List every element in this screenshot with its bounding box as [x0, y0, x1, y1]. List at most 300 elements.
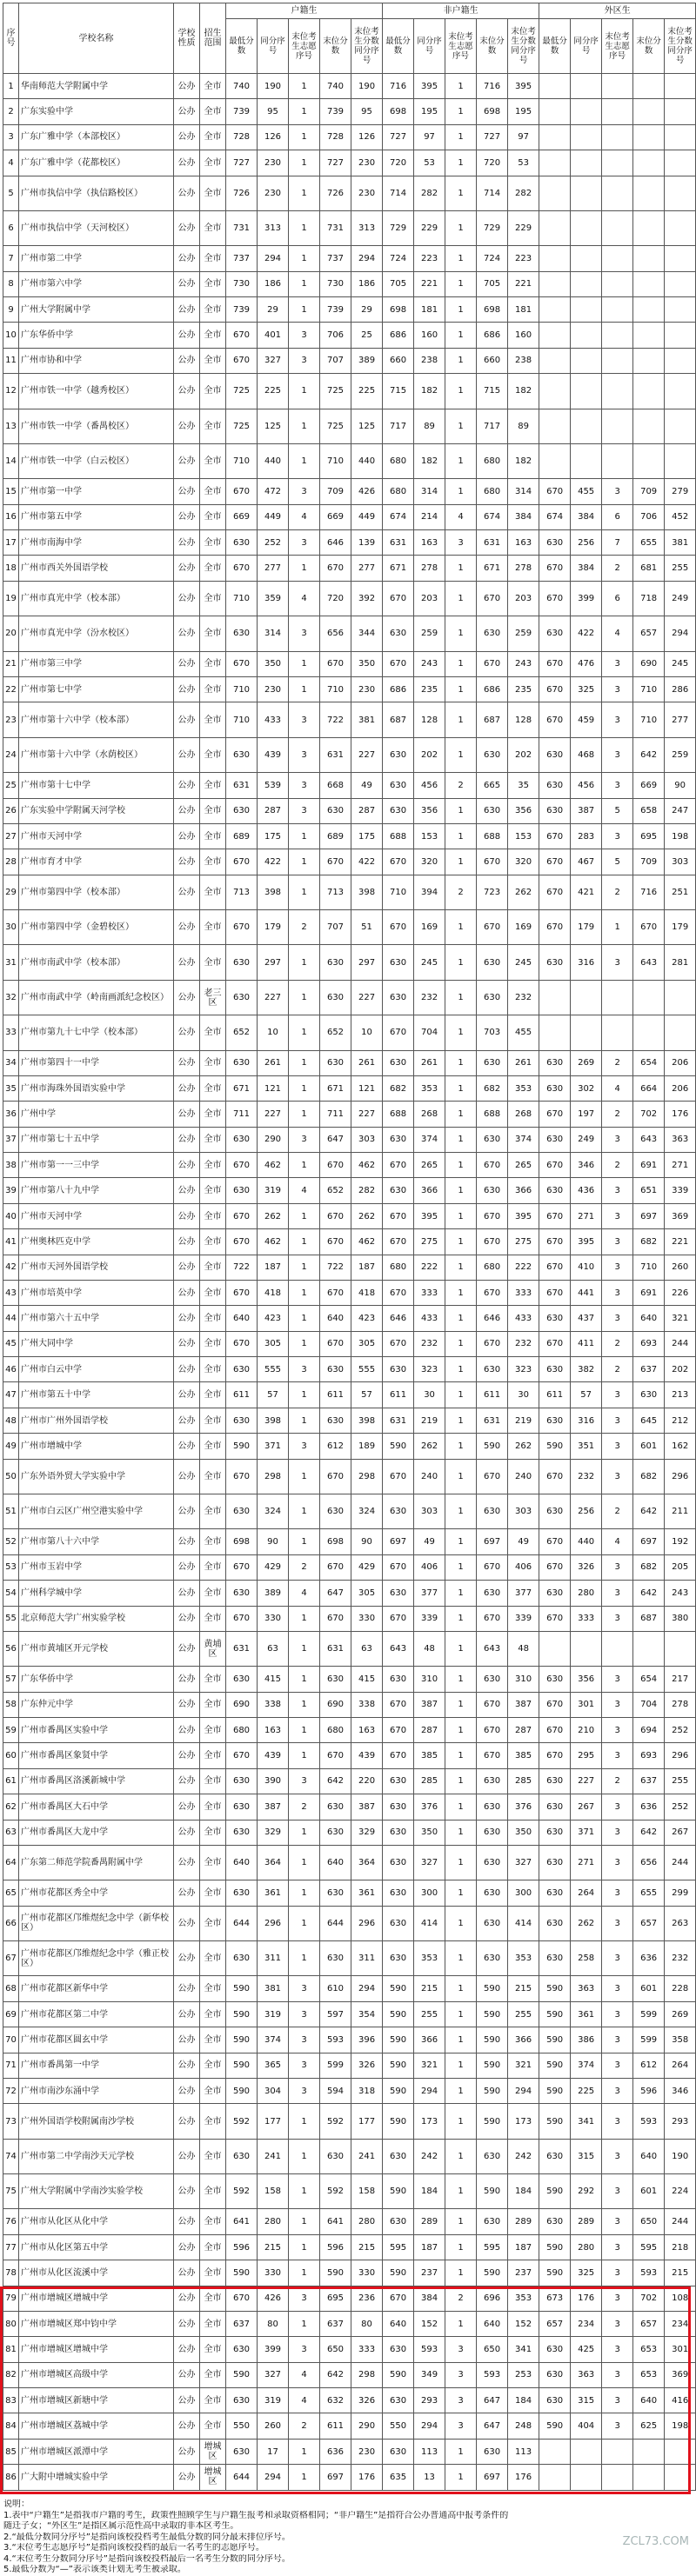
row-value: 1	[445, 1229, 477, 1255]
table-row	[3, 1529, 696, 1554]
row-value: 1	[289, 2139, 320, 2173]
row-value: 680	[383, 443, 414, 478]
row-value: 670	[383, 581, 414, 616]
row-nature: 公办	[174, 702, 200, 737]
row-value: 225	[351, 374, 383, 409]
row-scope: 全市	[200, 2362, 226, 2387]
row-value: 235	[414, 676, 445, 702]
row-value: 433	[508, 1306, 539, 1331]
row-value: 3	[445, 2388, 477, 2413]
row-value: 1	[445, 676, 477, 702]
row-value: 656	[633, 1845, 665, 1880]
row-value: 350	[258, 651, 289, 676]
row-scope: 全市	[200, 1459, 226, 1494]
row-value: 404	[571, 2413, 602, 2439]
row-value: 722	[226, 1255, 258, 1280]
row-value: 611	[226, 1382, 258, 1408]
row-value: 300	[508, 1880, 539, 1906]
row-value: 635	[383, 2465, 414, 2490]
header-group-wq: 外区生	[539, 3, 696, 19]
row-value: 3	[602, 1743, 633, 1768]
row-value: 710	[320, 676, 351, 702]
row-value: 422	[571, 616, 602, 651]
row-value: 631	[226, 773, 258, 798]
row-school-name: 广州市番禺第一中学	[19, 2053, 174, 2078]
row-value: 280	[258, 2209, 289, 2234]
row-value: 221	[665, 1229, 696, 1255]
row-value: 316	[571, 1408, 602, 1433]
row-value: 1	[289, 374, 320, 409]
row-school-name: 广州市执信中学（天河校区）	[19, 210, 174, 245]
row-school-name: 广州市第四中学（校本部）	[19, 875, 174, 909]
row-value: 1	[289, 271, 320, 296]
row-seq: 3	[3, 124, 19, 150]
row-value	[633, 271, 665, 296]
row-scope: 全市	[200, 2174, 226, 2209]
row-value: 263	[665, 1906, 696, 1940]
row-value: 1	[289, 1382, 320, 1408]
row-value: 384	[571, 504, 602, 529]
row-value: 13	[414, 2465, 445, 2490]
row-school-name: 广州市真光中学（汾水校区）	[19, 616, 174, 651]
row-scope: 全市	[200, 1976, 226, 2001]
row-value: 670	[383, 1203, 414, 1228]
row-value: 670	[539, 823, 571, 849]
row-value: 237	[414, 2260, 445, 2286]
row-scope: 全市	[200, 150, 226, 176]
row-value	[602, 443, 633, 478]
row-value: 380	[665, 1606, 696, 1631]
row-seq: 14	[3, 443, 19, 478]
row-value: 361	[571, 2001, 602, 2027]
row-value	[665, 374, 696, 409]
row-value: 670	[226, 910, 258, 945]
row-value: 731	[226, 210, 258, 245]
row-value: 697	[633, 1203, 665, 1228]
row-value: 1	[445, 1153, 477, 1178]
row-value: 1	[445, 1845, 477, 1880]
row-value: 590	[477, 2174, 508, 2209]
row-value: 4	[602, 1075, 633, 1101]
row-value: 330	[258, 2260, 289, 2286]
row-value: 385	[508, 1743, 539, 1768]
row-value: 590	[226, 2260, 258, 2286]
row-value	[539, 124, 571, 150]
row-value	[539, 1631, 571, 1666]
row-value: 630	[477, 1768, 508, 1794]
row-value: 421	[571, 875, 602, 909]
row-nature: 公办	[174, 246, 200, 271]
row-school-name: 广州市番禺区实验中学	[19, 1718, 174, 1743]
row-value: 215	[665, 2260, 696, 2286]
row-value: 725	[226, 374, 258, 409]
row-scope: 全市	[200, 1880, 226, 1906]
row-value: 1	[445, 2439, 477, 2464]
table-row	[3, 2413, 696, 2439]
row-value: 326	[571, 1554, 602, 1580]
row-value: 294	[665, 616, 696, 651]
row-value: 1	[445, 1127, 477, 1152]
row-value: 339	[414, 1606, 445, 1631]
row-value	[665, 2439, 696, 2464]
row-value: 30	[508, 1382, 539, 1408]
row-value: 49	[508, 1529, 539, 1554]
row-nature: 公办	[174, 1255, 200, 1280]
table-row	[3, 1434, 696, 1459]
row-value: 190	[665, 2139, 696, 2173]
row-school-name: 广州市花都区新华中学	[19, 1976, 174, 2001]
row-value: 612	[320, 1434, 351, 1459]
row-value: 550	[226, 2413, 258, 2439]
row-value: 395	[571, 1229, 602, 1255]
notes-title: 说明：	[3, 2499, 30, 2510]
row-value: 298	[351, 2362, 383, 2387]
row-value: 670	[320, 1280, 351, 1305]
row-seq: 4	[3, 150, 19, 176]
row-value: 30	[414, 1382, 445, 1408]
row-value: 249	[571, 1127, 602, 1152]
row-value: 697	[477, 1529, 508, 1554]
row-value: 592	[320, 2174, 351, 2209]
row-school-name: 广州市增城区增城中学	[19, 2286, 174, 2311]
row-value: 630	[477, 980, 508, 1015]
row-value: 244	[665, 1845, 696, 1880]
row-scope: 全市	[200, 1941, 226, 1976]
row-seq: 78	[3, 2260, 19, 2286]
row-value: 227	[258, 980, 289, 1015]
row-value: 376	[414, 1794, 445, 1820]
row-value: 95	[258, 99, 289, 124]
row-value: 1	[289, 1280, 320, 1305]
row-seq: 36	[3, 1102, 19, 1127]
row-value: 176	[571, 2286, 602, 2311]
row-value: 80	[258, 2311, 289, 2336]
row-value: 590	[539, 2234, 571, 2260]
row-value: 374	[258, 2027, 289, 2053]
row-nature: 公办	[174, 1768, 200, 1794]
row-scope: 全市	[200, 1255, 226, 1280]
row-value: 1	[445, 980, 477, 1015]
row-scope: 全市	[200, 2078, 226, 2103]
row-value: 232	[508, 1331, 539, 1356]
row-school-name: 广东第二师范学院番禺附属中学	[19, 1845, 174, 1880]
row-nature: 公办	[174, 2174, 200, 2209]
row-value: 433	[258, 702, 289, 737]
row-value: 705	[383, 271, 414, 296]
row-value: 590	[383, 1976, 414, 2001]
row-school-name: 广州市南海中学	[19, 530, 174, 556]
row-value: 3	[445, 530, 477, 556]
row-value: 630	[539, 1127, 571, 1152]
row-school-name: 华南师范大学附属中学	[19, 74, 174, 99]
row-value: 718	[633, 581, 665, 616]
row-value: 258	[571, 1941, 602, 1976]
row-value: 296	[258, 1906, 289, 1940]
row-value: 630	[383, 737, 414, 772]
row-value: 277	[351, 556, 383, 581]
row-value: 690	[633, 651, 665, 676]
row-value: 1	[445, 737, 477, 772]
row-value: 206	[665, 1075, 696, 1101]
row-value: 294	[258, 246, 289, 271]
row-value: 406	[508, 1554, 539, 1580]
row-value: 631	[477, 1408, 508, 1433]
row-value: 387	[571, 798, 602, 823]
row-nature: 公办	[174, 504, 200, 529]
row-seq: 21	[3, 651, 19, 676]
row-value: 710	[633, 1255, 665, 1280]
row-value	[665, 443, 696, 478]
row-value: 369	[665, 2362, 696, 2387]
row-value: 1	[445, 1941, 477, 1976]
row-scope: 增城区	[200, 2465, 226, 2490]
row-value: 1	[289, 74, 320, 99]
row-value: 6	[602, 581, 633, 616]
row-value: 631	[226, 1631, 258, 1666]
row-school-name: 广州市玉岩中学	[19, 1554, 174, 1580]
row-nature: 公办	[174, 210, 200, 245]
row-value	[602, 176, 633, 210]
table-row	[3, 150, 696, 176]
row-value: 647	[477, 2413, 508, 2439]
row-value: 1	[289, 1153, 320, 1178]
row-value: 2	[289, 1554, 320, 1580]
row-nature: 公办	[174, 1906, 200, 1940]
row-value: 456	[571, 773, 602, 798]
row-value: 297	[351, 945, 383, 980]
row-value: 184	[414, 2174, 445, 2209]
row-value: 630	[477, 1845, 508, 1880]
row-scope: 全市	[200, 1153, 226, 1178]
row-value: 128	[414, 702, 445, 737]
row-scope: 全市	[200, 1102, 226, 1127]
row-value: 152	[414, 2311, 445, 2336]
row-value: 728	[226, 124, 258, 150]
row-school-name: 广东仲元中学	[19, 1692, 174, 1717]
row-value: 668	[320, 773, 351, 798]
table-row	[3, 875, 696, 909]
row-value: 630	[320, 1794, 351, 1820]
row-value: 1	[289, 1102, 320, 1127]
row-value: 670	[320, 1554, 351, 1580]
row-value: 1	[445, 443, 477, 478]
row-value: 1	[445, 1382, 477, 1408]
row-value: 3	[602, 1408, 633, 1433]
row-value: 163	[351, 1718, 383, 1743]
row-value: 4	[289, 504, 320, 529]
table-row	[3, 1631, 696, 1666]
row-value: 232	[571, 1459, 602, 1494]
table-row	[3, 1203, 696, 1228]
row-value: 655	[633, 530, 665, 556]
table-row	[3, 773, 696, 798]
row-value: 4	[289, 581, 320, 616]
row-value: 590	[539, 2260, 571, 2286]
row-value: 1	[445, 210, 477, 245]
table-row	[3, 2078, 696, 2103]
row-value: 3	[445, 2413, 477, 2439]
row-value: 439	[351, 1743, 383, 1768]
row-nature: 公办	[174, 1494, 200, 1528]
row-scope: 全市	[200, 2053, 226, 2078]
row-value: 630	[477, 1880, 508, 1906]
row-value: 179	[258, 910, 289, 945]
row-value: 737	[226, 246, 258, 271]
row-value	[539, 150, 571, 176]
row-nature: 公办	[174, 1606, 200, 1631]
row-value: 630	[383, 1820, 414, 1845]
row-value: 303	[665, 849, 696, 875]
row-value: 644	[320, 1906, 351, 1940]
notes-line: 随迁子女；“外区生”是指区属示范性高中录取的非本区考生。	[3, 2521, 239, 2532]
row-nature: 公办	[174, 1667, 200, 1692]
row-value: 3	[602, 2174, 633, 2209]
row-value: 160	[508, 323, 539, 348]
row-value: 364	[258, 1845, 289, 1880]
row-value: 636	[633, 1941, 665, 1976]
row-value: 709	[633, 849, 665, 875]
row-value: 333	[508, 1280, 539, 1305]
row-seq: 86	[3, 2465, 19, 2490]
row-value: 175	[351, 823, 383, 849]
row-value: 227	[351, 737, 383, 772]
row-value: 467	[571, 849, 602, 875]
row-value: 426	[351, 479, 383, 504]
score-table	[3, 3, 696, 2491]
row-value: 670	[383, 1718, 414, 1743]
row-value: 1	[445, 348, 477, 373]
row-value: 125	[351, 409, 383, 443]
row-value: 698	[226, 1529, 258, 1554]
row-value: 740	[226, 74, 258, 99]
row-value: 1	[445, 1692, 477, 1717]
row-seq: 34	[3, 1050, 19, 1075]
row-value: 724	[383, 246, 414, 271]
row-value: 4	[289, 2388, 320, 2413]
row-value: 555	[258, 1357, 289, 1382]
table-row	[3, 823, 696, 849]
table-row	[3, 443, 696, 478]
row-value: 287	[414, 1718, 445, 1743]
row-value: 230	[351, 2439, 383, 2464]
row-value: 688	[477, 823, 508, 849]
row-value: 386	[571, 2027, 602, 2053]
row-value: 3	[602, 737, 633, 772]
row-scope: 全市	[200, 1794, 226, 1820]
row-scope: 全市	[200, 443, 226, 478]
row-value	[602, 980, 633, 1015]
row-value: 592	[226, 2174, 258, 2209]
row-value: 275	[508, 1229, 539, 1255]
header-nature: 学校性质	[174, 3, 200, 74]
table-row	[3, 1768, 696, 1794]
row-value: 1	[445, 2001, 477, 2027]
row-value: 89	[414, 409, 445, 443]
row-value: 670	[539, 1229, 571, 1255]
row-seq: 51	[3, 1494, 19, 1528]
row-value: 611	[539, 1382, 571, 1408]
row-value: 353	[414, 1075, 445, 1101]
row-seq: 79	[3, 2286, 19, 2311]
row-value: 3	[289, 348, 320, 373]
row-value: 3	[445, 2362, 477, 2387]
table-row	[3, 1906, 696, 1940]
row-value: 2	[602, 1768, 633, 1794]
row-value: 353	[414, 1941, 445, 1976]
row-value: 245	[508, 945, 539, 980]
row-value	[665, 2465, 696, 2490]
row-value: 680	[477, 1255, 508, 1280]
row-value: 630	[383, 980, 414, 1015]
row-value: 158	[351, 2174, 383, 2209]
row-nature: 公办	[174, 2104, 200, 2139]
row-value: 4	[289, 2362, 320, 2387]
row-value: 3	[289, 773, 320, 798]
row-value: 670	[539, 1718, 571, 1743]
row-value: 252	[258, 530, 289, 556]
row-value: 452	[665, 504, 696, 529]
row-school-name: 广东实验中学附属天河学校	[19, 798, 174, 823]
row-value: 10	[258, 1015, 289, 1050]
table-row	[3, 1229, 696, 1255]
row-value: 611	[320, 2413, 351, 2439]
row-value: 243	[508, 651, 539, 676]
row-value: 670	[383, 1692, 414, 1717]
row-value: 1	[445, 1178, 477, 1203]
row-value: 1	[289, 124, 320, 150]
row-value	[571, 443, 602, 478]
row-value	[602, 210, 633, 245]
row-value: 670	[539, 1280, 571, 1305]
row-value: 670	[320, 1459, 351, 1494]
row-value: 304	[258, 2078, 289, 2103]
row-value: 346	[571, 1153, 602, 1178]
row-scope: 全市	[200, 504, 226, 529]
row-value: 670	[320, 1606, 351, 1631]
row-value	[539, 2465, 571, 2490]
row-nature: 公办	[174, 2027, 200, 2053]
row-value	[633, 1631, 665, 1666]
table-row	[3, 348, 696, 373]
row-value: 350	[508, 1820, 539, 1845]
row-school-name: 广州市南沙东涌中学	[19, 2078, 174, 2103]
row-value: 1	[289, 150, 320, 176]
table-row	[3, 556, 696, 581]
table-row	[3, 2234, 696, 2260]
row-value: 371	[571, 1820, 602, 1845]
row-value: 630	[539, 1306, 571, 1331]
row-value: 1	[445, 1667, 477, 1692]
row-nature: 公办	[174, 651, 200, 676]
row-value: 3	[602, 1229, 633, 1255]
row-school-name: 广州大学附属中学南沙实验学校	[19, 2174, 174, 2209]
row-value: 713	[226, 875, 258, 909]
row-value: 169	[508, 910, 539, 945]
row-value: 229	[508, 210, 539, 245]
row-nature: 公办	[174, 1743, 200, 1768]
row-value: 320	[414, 849, 445, 875]
row-value: 3	[602, 945, 633, 980]
row-value: 221	[414, 271, 445, 296]
row-scope: 全市	[200, 1529, 226, 1554]
row-value: 642	[320, 1768, 351, 1794]
row-value: 315	[571, 2139, 602, 2173]
row-seq: 67	[3, 1941, 19, 1976]
row-value: 4	[289, 1178, 320, 1203]
row-value: 729	[477, 210, 508, 245]
row-value: 230	[351, 676, 383, 702]
row-value: 215	[258, 2234, 289, 2260]
